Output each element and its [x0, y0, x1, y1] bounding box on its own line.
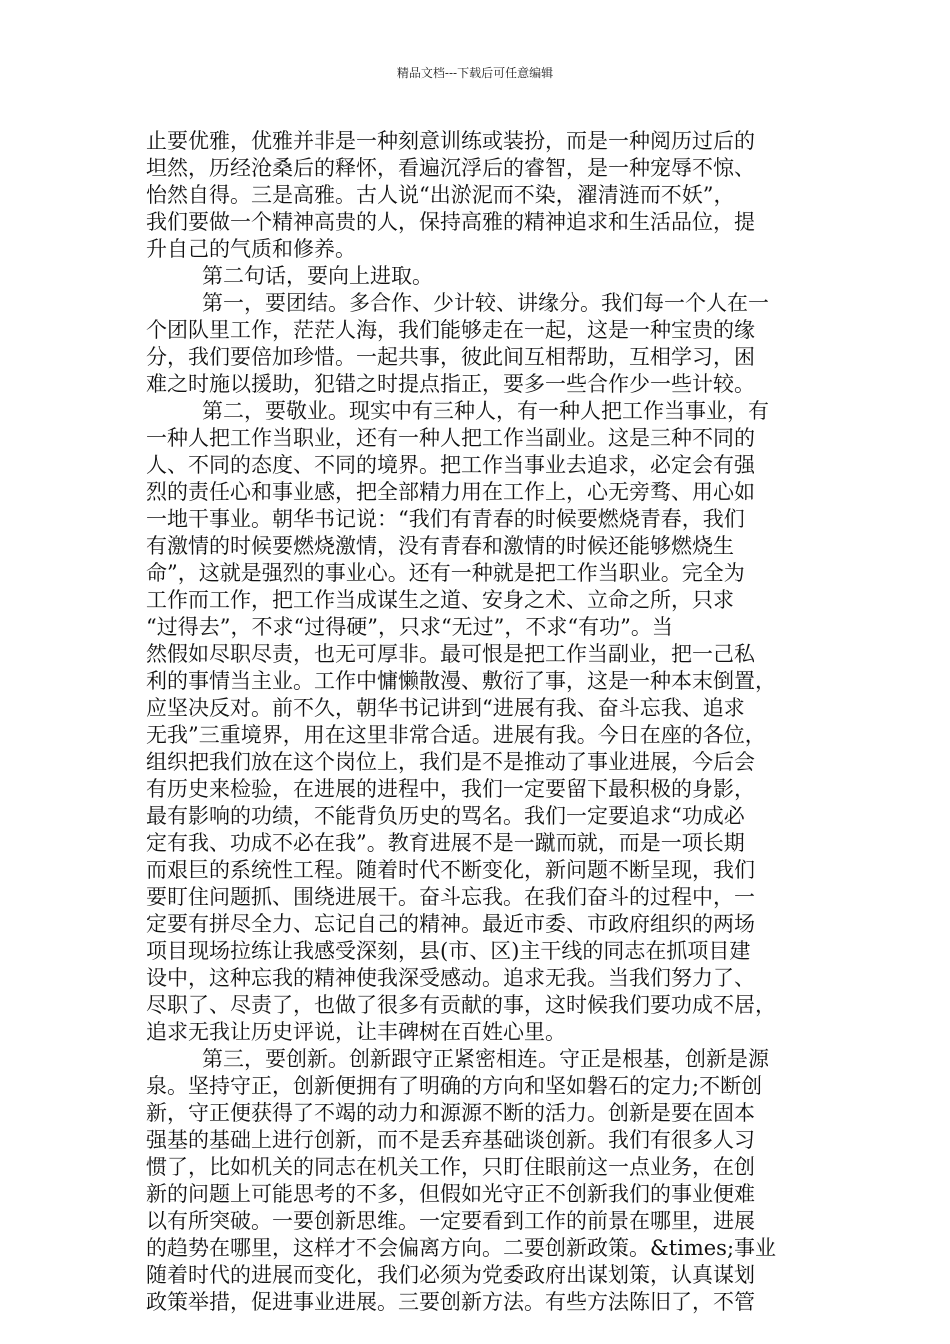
text-line: 追求无我让历史评说，让丰碑树在百姓心里。: [146, 1020, 566, 1044]
text-line: 无我”三重境界，用在这里非常合适。进展有我。今日在座的各位，: [146, 723, 766, 747]
text-line: 烈的责任心和事业感，把全部精力用在工作上，心无旁骛、用心如: [146, 480, 755, 504]
text-line: 有历史来检验，在进展的进程中，我们一定要留下最积极的身影，: [146, 777, 755, 801]
text-line: 项目现场拉练让我感受深刻，县(市、区)主干线的同志在抓项目建: [146, 939, 751, 963]
text-line: 然假如尽职尽责，也无可厚非。最可恨是把工作当副业，把一己私: [146, 642, 755, 666]
text-line: 一地干事业。朝华书记说：“我们有青春的时候要燃烧青春，我们: [146, 507, 745, 531]
text-line: 怡然自得。三是高雅。古人说“出淤泥而不染，濯清涟而不妖”，: [146, 183, 735, 207]
text-line: 的趋势在哪里，这样才不会偏离方向。二要创新政策。&times;事业: [146, 1236, 777, 1260]
text-line: 而艰巨的系统性工程。随着时代不断变化，新问题不断呈现，我们: [146, 858, 755, 882]
paragraph-first-line: 第一，要团结。多合作、少计较、讲缘分。我们每一个人在一: [202, 291, 769, 315]
text-line: 强基的基础上进行创新，而不是丢弃基础谈创新。我们有很多人习: [146, 1128, 755, 1152]
text-line: 组织把我们放在这个岗位上，我们是不是推动了事业进展，今后会: [146, 750, 755, 774]
text-line: 定有我、功成不必在我”。教育进展不是一蹴而就，而是一项长期: [146, 831, 745, 855]
text-line: 个团队里工作，茫茫人海，我们能够走在一起，这是一种宝贵的缘: [146, 318, 755, 342]
text-line: 止要优雅，优雅并非是一种刻意训练或装扮，而是一种阅历过后的: [146, 129, 755, 153]
text-line: 升自己的气质和修养。: [146, 237, 356, 261]
text-line: “过得去”，不求“过得硬”，只求“无过”，不求“有功”。当: [146, 615, 673, 639]
text-line: 利的事情当主业。工作中慵懒散漫、敷衍了事，这是一种本末倒置，: [146, 669, 776, 693]
paragraph-first-line: 第三，要创新。创新跟守正紧密相连。守正是根基，创新是源: [202, 1047, 769, 1071]
text-line: 设中，这种忘我的精神使我深受感动。追求无我。当我们努力了、: [146, 966, 755, 990]
text-line: 命”，这就是强烈的事业心。还有一种就是把工作当职业。完全为: [146, 561, 745, 585]
text-line: 难之时施以援助，犯错之时提点指正，要多一些合作少一些计较。: [146, 372, 755, 396]
text-line: 人、不同的态度、不同的境界。把工作当事业去追求，必定会有强: [146, 453, 755, 477]
text-line: 惯了，比如机关的同志在机关工作，只盯住眼前这一点业务，在创: [146, 1155, 755, 1179]
text-line: 政策举措，促进事业进展。三要创新方法。有些方法陈旧了，不管: [146, 1290, 755, 1314]
text-line: 要盯住问题抓、围绕进展干。奋斗忘我。在我们奋斗的过程中，一: [146, 885, 755, 909]
paragraph-first-line: 第二，要敬业。现实中有三种人，有一种人把工作当事业，有: [202, 399, 769, 423]
text-line: 我们要做一个精神高贵的人，保持高雅的精神追求和生活品位，提: [146, 210, 755, 234]
text-line: 以有所突破。一要创新思维。一定要看到工作的前景在哪里，进展: [146, 1209, 755, 1233]
text-line: 定要有拼尽全力、忘记自己的精神。最近市委、市政府组织的两场: [146, 912, 755, 936]
page-header: 精品文档---下载后可任意编辑: [396, 66, 554, 80]
text-line: 一种人把工作当职业，还有一种人把工作当副业。这是三种不同的: [146, 426, 755, 450]
paragraph-first-line: 第二句话，要向上进取。: [202, 264, 433, 288]
text-line: 最有影响的功绩，不能背负历史的骂名。我们一定要追求“功成必: [146, 804, 745, 828]
text-line: 尽职了、尽责了，也做了很多有贡献的事，这时候我们要功成不居，: [146, 993, 776, 1017]
text-line: 新，守正便获得了不竭的动力和源源不断的活力。创新是要在固本: [146, 1101, 755, 1125]
text-line: 有激情的时候要燃烧激情，没有青春和激情的时候还能够燃烧生: [146, 534, 734, 558]
text-line: 新的问题上可能思考的不多，但假如光守正不创新我们的事业便难: [146, 1182, 755, 1206]
document-body: [146, 128, 826, 1316]
text-line: 坦然，历经沧桑后的释怀，看遍沉浮后的睿智，是一种宠辱不惊、: [146, 156, 755, 180]
text-line: 工作而工作，把工作当成谋生之道、安身之术、立命之所，只求: [146, 588, 734, 612]
text-line: 应坚决反对。前不久，朝华书记讲到“进展有我、奋斗忘我、追求: [146, 696, 745, 720]
text-line: 随着时代的进展而变化，我们必须为党委政府出谋划策，认真谋划: [146, 1263, 755, 1287]
text-line: 分，我们要倍加珍惜。一起共事，彼此间互相帮助，互相学习，困: [146, 345, 755, 369]
text-line: 泉。坚持守正，创新便拥有了明确的方向和坚如磐石的定力;不断创: [146, 1074, 763, 1098]
